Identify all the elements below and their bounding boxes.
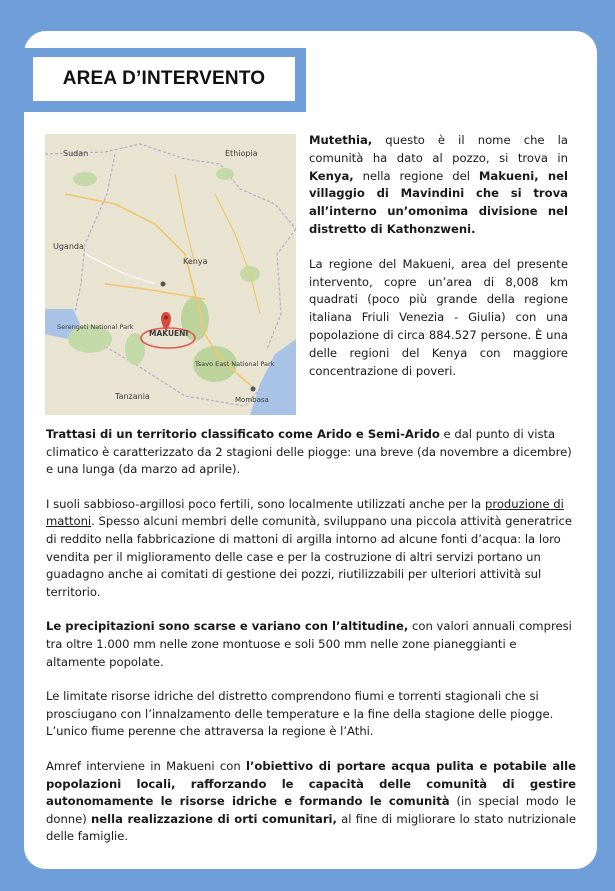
body-text bbox=[46, 426, 576, 863]
paragraph-water-resources: Le limitate risorse idriche del distretto comprendono fiumi e torrenti stagionali che si prosciugano con l’innalzamento delle temperature e la fine della stagione delle piogge. L’unico fiume perenne che attraversa la regione è l’Athi. bbox=[46, 689, 554, 739]
paragraph-amref: Amref interviene in Makueni con l’obiettivo di portare acqua pulita e potabile alle popolazioni locali, rafforzando le capacità delle comunità di gestire autonomamente le risorse idriche e formando le comunità (in special modo le donne) nella realizzazione di orti comunitari, al fine di migliorare lo stato nutrizionale delle famiglie. bbox=[46, 758, 577, 844]
map-label-tanzania: Tanzania bbox=[115, 392, 150, 401]
map-label-sudan: Sudan bbox=[63, 149, 89, 158]
map-label-mombasa: Mombasa bbox=[235, 396, 269, 404]
intro-paragraph-1: Mutethia, questo è il nome che la comunità ha dato al pozzo, si trova in Kenya, nella regione del Makueni, nel villaggio di Mavindini che si trova all’interno un’omonima divisione nel distretto di Kathonzweni. bbox=[309, 133, 568, 236]
paragraph-soil: I suoli sabbioso-argillosi poco fertili, sono localmente utilizzati anche per la produzione di mattoni. Spesso alcuni membri delle comunità, sviluppano una piccola attività generatrice di reddito nella fabbricazione di mattoni di argilla intorno ad alcune fonti d’acqua: la loro vendita per il miglioramento delle case e per la costruzione di altri servizi portano un guadagno anche ai comitati di gestione dei pozzi, riutilizzabili per ulteriori attività sul territorio. bbox=[46, 496, 573, 599]
map-label-serengeti: Serengeti National Park bbox=[57, 323, 134, 331]
map-label-tsavo: Tsavo East National Park bbox=[195, 360, 275, 368]
map-label-makueni: MAKUENI bbox=[149, 329, 189, 338]
intro-column bbox=[309, 132, 568, 397]
page-title: AREA D’INTERVENTO bbox=[33, 57, 295, 101]
intro-paragraph-2: La regione del Makueni, area del presente intervento, copre un’area di 8,008 km quadrati (poco più grande della regione italiana Friuli Venezia - Giulia) con una popolazione di circa 884.527 persone. È una delle regioni del Kenya con maggiore concentrazione di poveri. bbox=[309, 256, 568, 378]
map-label-uganda: Uganda bbox=[53, 242, 84, 251]
map-label-ethiopia: Ethiopia bbox=[225, 149, 258, 158]
paragraph-rainfall: Le precipitazioni sono scarse e variano con l’altitudine, con valori annuali compresi tra oltre 1.000 mm nelle zone montuose e soli 500 mm nelle zone pianeggianti e altamente popolate. bbox=[46, 619, 572, 669]
map-graphic bbox=[45, 134, 296, 415]
kenya-map bbox=[45, 134, 296, 415]
paragraph-climate: Trattasi di un territorio classificato come Arido e Semi-Arido e dal punto di vista climatico è caratterizzato da 2 stagioni delle piogge: una breve (da novembre a dicembre) e una lunga (da marzo ad aprile). bbox=[46, 427, 572, 477]
map-label-kenya: Kenya bbox=[183, 257, 208, 266]
